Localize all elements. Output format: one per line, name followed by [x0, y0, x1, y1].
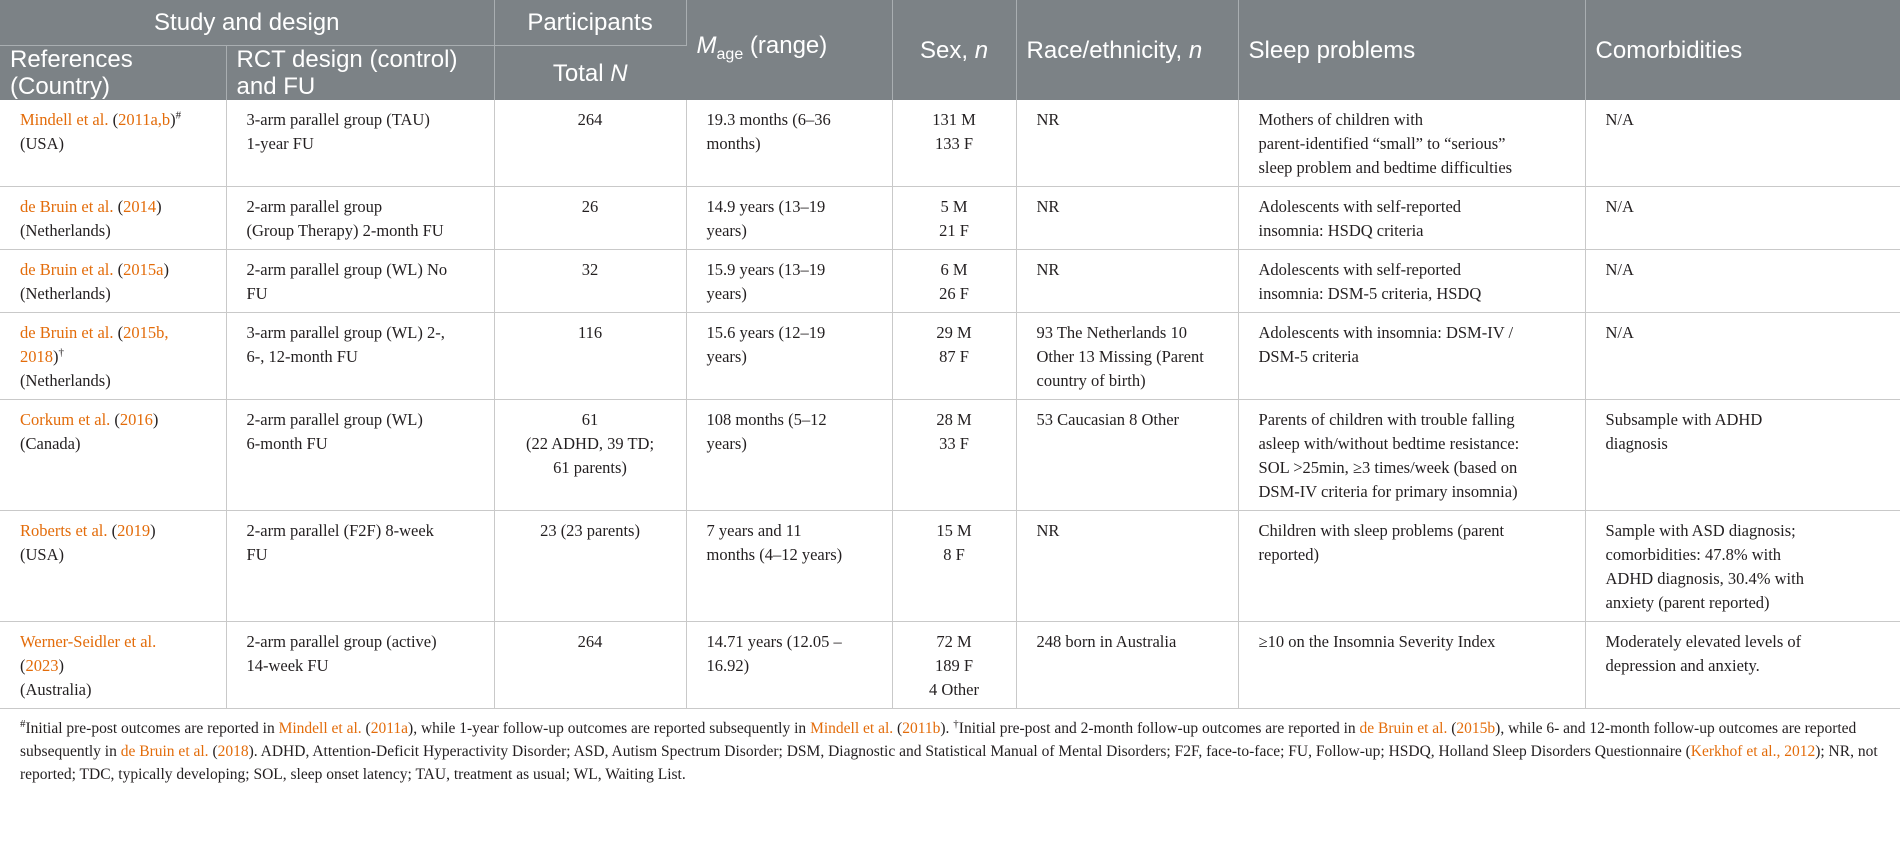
- comorbidities-cell: N/A: [1585, 100, 1900, 187]
- study-year-link[interactable]: 2019: [117, 521, 151, 540]
- sleep-problems-cell: Children with sleep problems (parent reported): [1238, 511, 1585, 622]
- footnote-symbol-dagger: †: [953, 717, 959, 730]
- header-sex-prefix: Sex,: [919, 36, 975, 64]
- study-year-link[interactable]: 2015b,: [123, 323, 169, 342]
- footnote-text: (: [361, 720, 371, 737]
- age-cell: 15.9 years (13–19 years): [686, 250, 892, 313]
- sleep-problems-cell: ≥10 on the Insomnia Severity Index: [1238, 622, 1585, 709]
- header-age-sub: age: [716, 45, 744, 63]
- sleep-problems-cell: Parents of children with trouble falling asleep with/without bedtime resistance: SOL >25min, ≥3 times/week (based on DSM-IV criteria for primary insomnia): [1238, 400, 1585, 511]
- ref-paren-close: ): [163, 260, 169, 279]
- ref-paren-open: (: [113, 197, 124, 216]
- header-comorbidities: Comorbidities: [1585, 0, 1900, 100]
- footnote-symbol-hash: #: [20, 717, 26, 730]
- footnote-ref-link[interactable]: Kerkhof et al., 2012: [1690, 743, 1816, 760]
- design-cell: 3-arm parallel group (TAU) 1-year FU: [226, 100, 494, 187]
- footnote-ref-link[interactable]: 2011a: [370, 720, 409, 737]
- sex-cell: 5 M 21 F: [892, 187, 1016, 250]
- group-header-participants: Participants: [494, 0, 686, 46]
- table-row: [0, 313, 1900, 400]
- sex-cell: 28 M 33 F: [892, 400, 1016, 511]
- comorbidities-cell: Subsample with ADHD diagnosis: [1585, 400, 1900, 511]
- country: (Netherlands): [20, 284, 111, 303]
- design-cell: 2-arm parallel group (WL) No FU: [226, 250, 494, 313]
- footnote-text: ).: [940, 720, 954, 737]
- footnote-text: ), while 1-year follow-up outcomes are reported subsequently in: [408, 720, 811, 737]
- reference-cell: [0, 511, 226, 622]
- sleep-problems-cell: Adolescents with insomnia: DSM-IV / DSM-5 criteria: [1238, 313, 1585, 400]
- study-year-link[interactable]: 2011a,b: [118, 110, 171, 129]
- footnote-text: ). ADHD, Attention-Deficit Hyperactivity Disorder; ASD, Autism Spectrum Disorder; DSM, Diagnostic and Statistical Manual of Mental Disorders; F2F, face-to-face; FU, Follow-up; HSDQ, Holland Sleep Disorders Questionnaire (: [248, 743, 1691, 760]
- race-cell: 53 Caucasian 8 Other: [1016, 400, 1238, 511]
- footnote-ref-link[interactable]: de Bruin et al.: [120, 743, 209, 760]
- footnote-ref-link[interactable]: Mindell et al.: [810, 720, 894, 737]
- race-cell: NR: [1016, 187, 1238, 250]
- header-age: [686, 0, 892, 100]
- comorbidities-cell: Sample with ASD diagnosis; comorbidities: 47.8% with ADHD diagnosis, 30.4% with anxiety (parent reported): [1585, 511, 1900, 622]
- reference-cell: [0, 100, 226, 187]
- header-race: [1016, 0, 1238, 100]
- total-n-cell: 264: [494, 622, 686, 709]
- total-n-cell: 116: [494, 313, 686, 400]
- ref-paren-close: ): [156, 197, 162, 216]
- table-row: [0, 622, 1900, 709]
- header-total-n: N: [610, 59, 628, 87]
- design-cell: 2-arm parallel group (WL) 6-month FU: [226, 400, 494, 511]
- comorbidities-cell: N/A: [1585, 250, 1900, 313]
- race-cell: NR: [1016, 250, 1238, 313]
- table-header: [0, 0, 1900, 100]
- footnote-ref-link[interactable]: 2018: [217, 743, 249, 760]
- ref-paren-close: ): [150, 521, 156, 540]
- sex-cell: 29 M 87 F: [892, 313, 1016, 400]
- design-cell: 3-arm parallel group (WL) 2-, 6-, 12-month FU: [226, 313, 494, 400]
- age-cell: 14.9 years (13–19 years): [686, 187, 892, 250]
- ref-paren-close: ): [58, 656, 64, 675]
- sleep-problems-cell: Mothers of children with parent-identified “small” to “serious” sleep problem and bedtime difficulties: [1238, 100, 1585, 187]
- study-reference-link[interactable]: Corkum et al.: [20, 410, 111, 429]
- footnote-ref-link[interactable]: Mindell et al.: [278, 720, 362, 737]
- header-age-suffix: (range): [743, 32, 828, 60]
- study-reference-link[interactable]: de Bruin et al.: [20, 197, 114, 216]
- footnote-text: Initial pre-post and 2-month follow-up outcomes are reported in: [958, 720, 1360, 737]
- ref-paren-open: (: [110, 410, 120, 429]
- table-row: [0, 100, 1900, 187]
- ref-paren-open: (: [107, 521, 118, 540]
- footnote-text: ), while 6- and 12-month follow-up outcomes are reported subsequently in: [20, 720, 1857, 760]
- comorbidities-cell: N/A: [1585, 187, 1900, 250]
- reference-cell: [0, 250, 226, 313]
- group-header-study: Study and design: [0, 0, 494, 46]
- study-reference-link[interactable]: Roberts et al.: [20, 521, 108, 540]
- table-row: [0, 511, 1900, 622]
- country: (Canada): [20, 434, 81, 453]
- race-cell: 93 The Netherlands 10 Other 13 Missing (Parent country of birth): [1016, 313, 1238, 400]
- race-cell: NR: [1016, 100, 1238, 187]
- sex-cell: 15 M 8 F: [892, 511, 1016, 622]
- study-reference-link[interactable]: de Bruin et al.: [20, 323, 114, 342]
- header-design: RCT design (control) and FU: [226, 46, 494, 101]
- footnote-text: (: [208, 743, 218, 760]
- sleep-problems-cell: Adolescents with self-reported insomnia: HSDQ criteria: [1238, 187, 1585, 250]
- total-n-cell: 23 (23 parents): [494, 511, 686, 622]
- total-n-cell: 264: [494, 100, 686, 187]
- ref-paren-open: (: [113, 260, 124, 279]
- study-reference-link[interactable]: Mindell et al.: [20, 110, 109, 129]
- footnote-text: (: [893, 720, 903, 737]
- header-sex: [892, 0, 1016, 100]
- race-cell: NR: [1016, 511, 1238, 622]
- study-year-link[interactable]: 2015a: [123, 260, 164, 279]
- study-year-link[interactable]: 2023: [25, 656, 59, 675]
- sex-cell: 6 M 26 F: [892, 250, 1016, 313]
- age-cell: 7 years and 11 months (4–12 years): [686, 511, 892, 622]
- footnote-marker: #: [175, 109, 182, 122]
- header-race-n: n: [1188, 36, 1203, 64]
- age-cell: 19.3 months (6–36 months): [686, 100, 892, 187]
- footnote-ref-link[interactable]: de Bruin et al.: [1359, 720, 1448, 737]
- study-reference-link[interactable]: de Bruin et al.: [20, 260, 114, 279]
- reference-cell: [0, 313, 226, 400]
- sex-cell: 131 M 133 F: [892, 100, 1016, 187]
- comorbidities-cell: Moderately elevated levels of depression and anxiety.: [1585, 622, 1900, 709]
- study-reference-link[interactable]: Werner-Seidler et al.: [20, 632, 157, 651]
- table-row: [0, 187, 1900, 250]
- footnote-ref-link[interactable]: 2011b: [902, 720, 941, 737]
- country: (Netherlands): [20, 221, 111, 240]
- header-references: References (Country): [0, 46, 226, 101]
- age-cell: 15.6 years (12–19 years): [686, 313, 892, 400]
- race-cell: 248 born in Australia: [1016, 622, 1238, 709]
- header-race-prefix: Race/ethnicity,: [1026, 36, 1189, 64]
- table-row: [0, 400, 1900, 511]
- design-cell: 2-arm parallel (F2F) 8-week FU: [226, 511, 494, 622]
- table-row: [0, 250, 1900, 313]
- header-sleep: Sleep problems: [1238, 0, 1585, 100]
- ref-paren-open: (: [108, 110, 119, 129]
- reference-cell: [0, 400, 226, 511]
- country: (Australia): [20, 680, 92, 699]
- ref-paren-open: (: [20, 656, 26, 675]
- ref-paren-close: ): [53, 347, 59, 366]
- comorbidities-cell: N/A: [1585, 313, 1900, 400]
- table-body: [0, 100, 1900, 709]
- sleep-problems-cell: Adolescents with self-reported insomnia: DSM-5 criteria, HSDQ: [1238, 250, 1585, 313]
- country: (USA): [20, 134, 64, 153]
- footnote-text: Initial pre-post outcomes are reported in: [25, 720, 279, 737]
- design-cell: 2-arm parallel group (Group Therapy) 2-month FU: [226, 187, 494, 250]
- footnote-marker: †: [58, 346, 64, 359]
- age-cell: 108 months (5–12 years): [686, 400, 892, 511]
- header-total-prefix: Total: [552, 59, 611, 87]
- footnote-text: ); NR, not reported; TDC, typically developing; SOL, sleep onset latency; TAU, treatment as usual; WL, Waiting List.: [20, 743, 1878, 783]
- total-n-cell: 32: [494, 250, 686, 313]
- header-sex-n: n: [974, 36, 989, 64]
- reference-cell: [0, 187, 226, 250]
- design-cell: 2-arm parallel group (active) 14-week FU: [226, 622, 494, 709]
- country: (USA): [20, 545, 64, 564]
- study-year-link[interactable]: 2016: [119, 410, 153, 429]
- header-age-m: M: [696, 32, 717, 60]
- age-cell: 14.71 years (12.05 – 16.92): [686, 622, 892, 709]
- footnote-ref-link[interactable]: 2015b: [1456, 720, 1496, 737]
- total-n-cell: 61 (22 ADHD, 39 TD; 61 parents): [494, 400, 686, 511]
- reference-cell: [0, 622, 226, 709]
- total-n-cell: 26: [494, 187, 686, 250]
- study-reference-link[interactable]: 2018: [20, 347, 53, 366]
- study-year-link[interactable]: 2014: [123, 197, 157, 216]
- ref-paren-open: (: [113, 323, 124, 342]
- footnote-text: (: [1447, 720, 1457, 737]
- ref-paren-close: ): [170, 110, 176, 129]
- country: (Netherlands): [20, 371, 111, 390]
- table-footnote: [0, 709, 1900, 786]
- sex-cell: 72 M 189 F 4 Other: [892, 622, 1016, 709]
- ref-paren-close: ): [152, 410, 159, 429]
- header-total: [494, 46, 686, 101]
